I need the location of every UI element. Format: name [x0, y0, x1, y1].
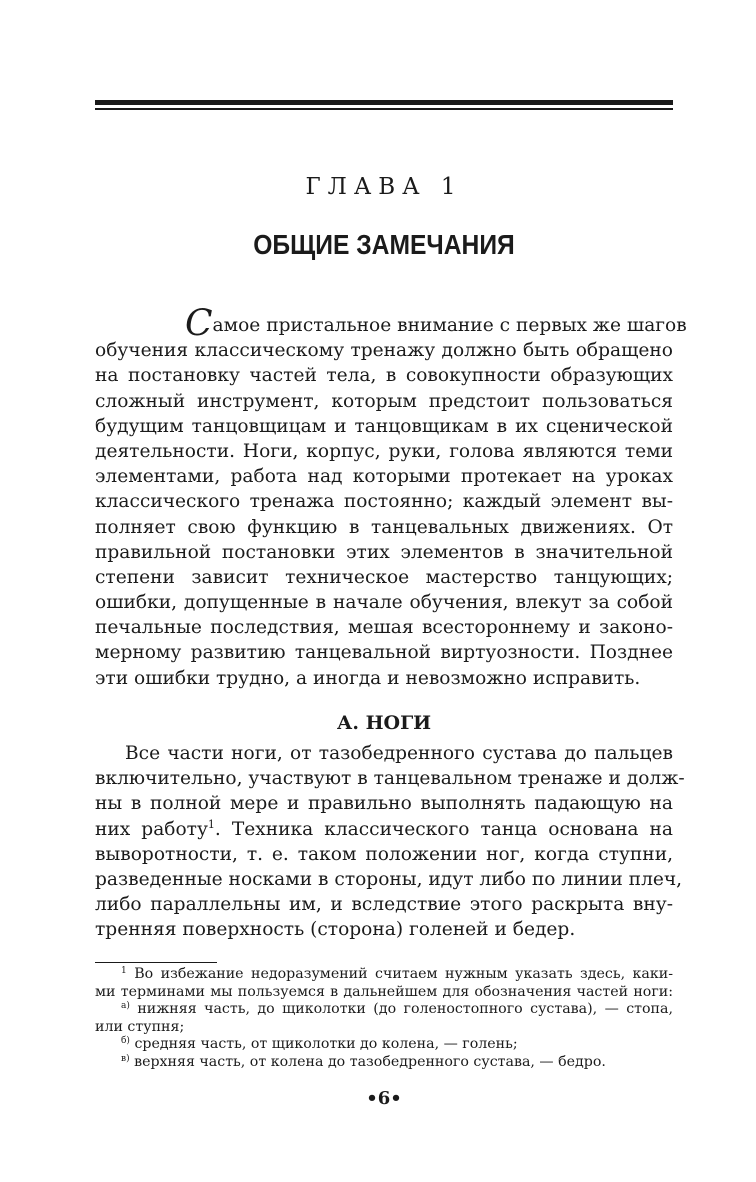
intro-line: полняет свою функцию в танцевальных движениях. От — [95, 516, 673, 538]
chapter-label: ГЛАВА 1 — [305, 174, 463, 200]
section-line: разведенные носками в стороны, идут либо по линии плеч, — [95, 868, 683, 890]
footnote-mark: в) — [121, 1053, 130, 1064]
section-line: тренняя поверхность (сторона) голеней и бедер. — [95, 919, 576, 941]
footnote-rule — [95, 962, 217, 963]
intro-line: мерному развитию танцевальной виртуозности. Позднее — [95, 642, 673, 664]
footnotes — [95, 966, 673, 1072]
intro-line: элементами, работа над которыми протекает на уроках — [95, 466, 673, 488]
footnote-mark: а) — [121, 1001, 130, 1012]
intro-line: ошибки, допущенные в начале обучения, влекут за собой — [95, 592, 673, 614]
intro-paragraph — [95, 303, 687, 691]
section-line: них работу$^1$. Техника классического танца основана на — [95, 817, 673, 840]
intro-line: сложный инструмент, которым предстоит пользоваться — [95, 390, 673, 412]
footnote-line: $^{б)}$ средняя часть, от щиколотки до колена, — голень; — [121, 1036, 518, 1053]
footnote-mark: 1 — [121, 966, 127, 976]
drop-cap: С — [185, 303, 213, 344]
section-heading: А. НОГИ — [336, 712, 432, 734]
section-line: включительно, участвуют в танцевальном тренаже и долж- — [95, 768, 685, 790]
section-line: выворотности, т. е. таком положении ног, когда ступни, — [95, 843, 673, 865]
footnote-mark: б) — [121, 1036, 130, 1047]
header-rule-thick — [95, 100, 673, 105]
page-number: •6• — [366, 1088, 402, 1109]
section-line: либо параллельны им, и вследствие этого раскрыта вну- — [95, 894, 673, 916]
intro-line: деятельности. Ноги, корпус, руки, голова являются теми — [95, 440, 673, 462]
footnote-line: ми терминами мы пользуемся в дальнейшем для обозначения частей ноги: — [95, 983, 673, 1000]
chapter-title: ОБЩИЕ ЗАМЕЧАНИЯ — [253, 229, 515, 260]
section-line: Все части ноги, от тазобедренного сустава до пальцев — [125, 743, 673, 764]
section-paragraph — [95, 741, 685, 943]
intro-line: правильной постановки этих элементов в значительной — [95, 541, 673, 563]
footnote-line: $^{а)}$ нижняя часть, до щиколотки (до голеностопного сустава), — стопа, — [121, 1001, 673, 1018]
footnote-ref: 1 — [207, 817, 215, 831]
footnote-line: $^1$ Во избежание недоразумений считаем нужным указать здесь, каки- — [121, 966, 673, 982]
footnote-line: $^{в)}$ верхняя часть, от колена до тазобедренного сустава, — бедро. — [121, 1053, 606, 1070]
intro-line: степени зависит техническое мастерство танцующих; — [95, 566, 673, 588]
header-rule-thin — [95, 108, 673, 110]
intro-line: обучения классическому тренажу должно быть обращено — [95, 340, 673, 362]
intro-line: будущим танцовщицам и танцовщикам в их сценической — [95, 415, 673, 437]
intro-line: классического тренажа постоянно; каждый элемент вы- — [95, 491, 673, 513]
intro-line: печальные последствия, мешая всестороннему и законо- — [95, 617, 673, 639]
intro-line: Самое пристальное внимание с первых же шагов — [185, 303, 687, 344]
footnote-line: или ступня; — [95, 1018, 185, 1035]
intro-line: эти ошибки трудно, а иногда и невозможно исправить. — [95, 667, 641, 689]
section-line: ны в полной мере и правильно выполнять падающую на — [95, 793, 673, 815]
intro-line: на постановку частей тела, в совокупности образующих — [95, 365, 673, 387]
